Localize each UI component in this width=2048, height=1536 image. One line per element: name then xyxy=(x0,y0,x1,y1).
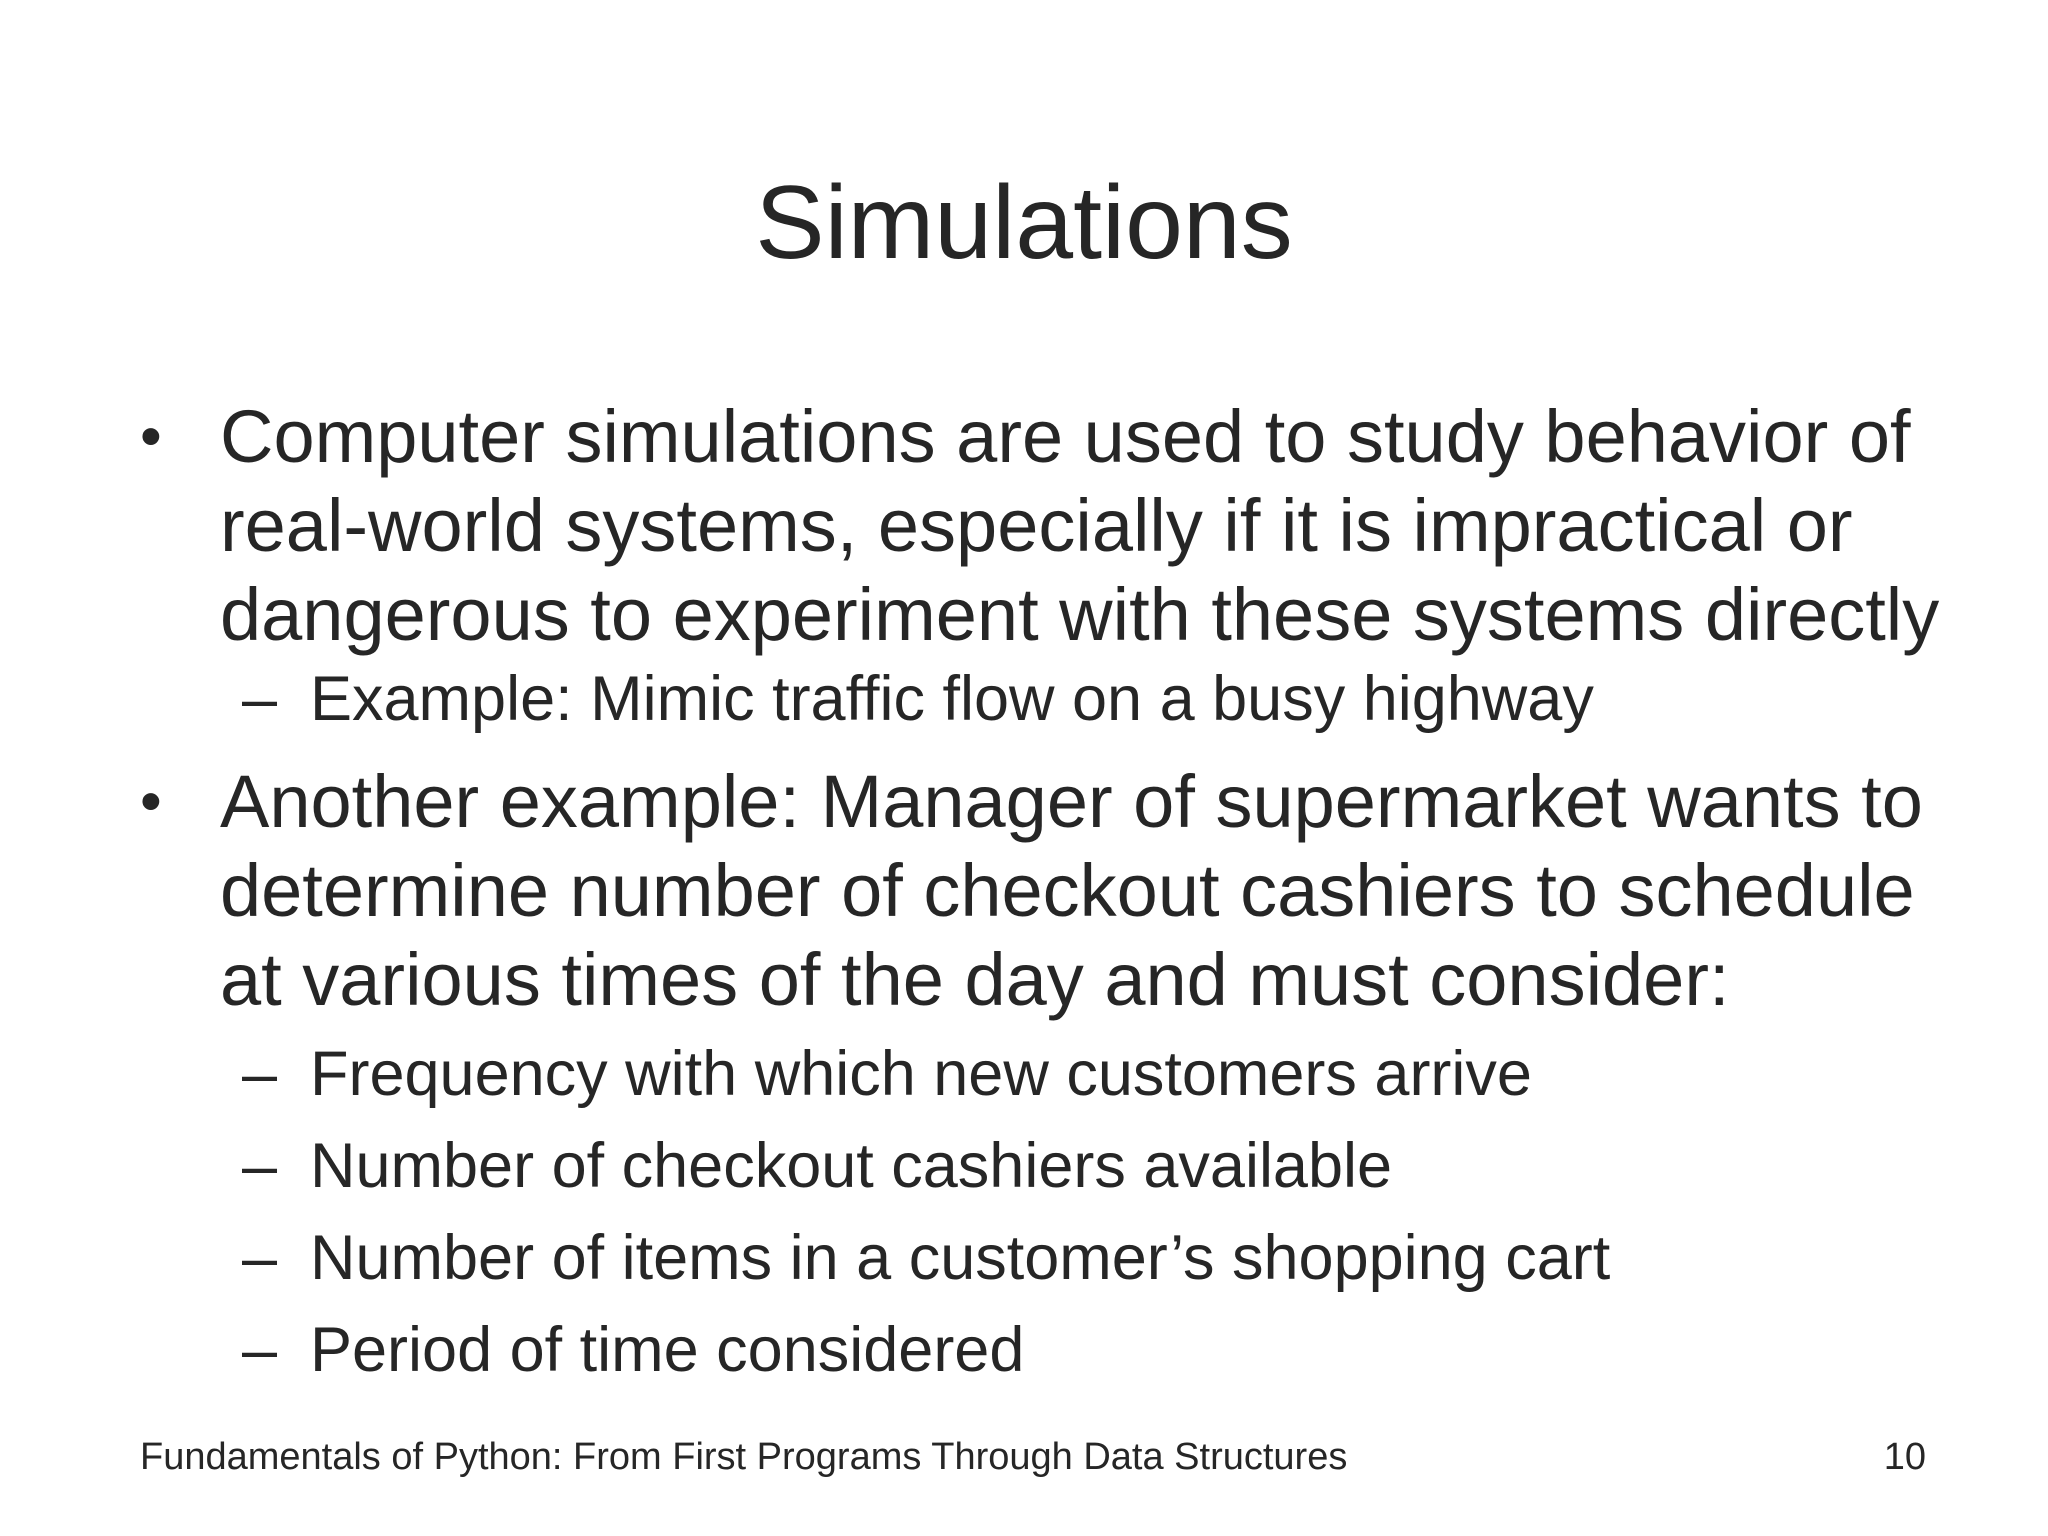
bullet-line: Another example: Manager of supermarket wants to xyxy=(220,760,1923,843)
sub-bullet-item xyxy=(140,1220,2000,1296)
sub-bullet-text: Frequency with which new customers arrive xyxy=(310,1039,1532,1109)
bullet-line: at various times of the day and must consider: xyxy=(220,938,1730,1021)
dash-marker: – xyxy=(242,1223,278,1293)
sub-bullet-item xyxy=(140,1128,2000,1204)
bullet-item xyxy=(140,392,2000,659)
dash-marker: – xyxy=(242,1039,278,1109)
sub-bullet-item xyxy=(140,1312,2000,1388)
sub-bullet-item xyxy=(140,1036,2000,1112)
page-number: 10 xyxy=(1883,1436,1926,1478)
dash-marker: – xyxy=(242,664,278,734)
bullet-line: dangerous to experiment with these systems directly xyxy=(220,573,1940,656)
sub-bullet-text: Example: Mimic traffic flow on a busy highway xyxy=(310,664,1594,734)
sub-bullet-text: Number of items in a customer’s shopping cart xyxy=(310,1223,1611,1293)
bullet-line: real-world systems, especially if it is impractical or xyxy=(220,484,1853,567)
sub-bullet-item xyxy=(140,661,2000,737)
bullet-item xyxy=(140,757,2000,1024)
slide-content xyxy=(140,392,2000,1388)
sub-bullet-text: Number of checkout cashiers available xyxy=(310,1131,1393,1201)
bullet-marker: • xyxy=(140,402,162,471)
bullet-line: Computer simulations are used to study behavior of xyxy=(220,395,1911,478)
dash-marker: – xyxy=(242,1131,278,1201)
bullet-line: determine number of checkout cashiers to schedule xyxy=(220,849,1915,932)
sub-bullet-text: Period of time considered xyxy=(310,1315,1025,1385)
footer-book-title: Fundamentals of Python: From First Programs Through Data Structures xyxy=(140,1436,1348,1478)
slide-title: Simulations xyxy=(755,165,1293,281)
dash-marker: – xyxy=(242,1315,278,1385)
bullet-marker: • xyxy=(140,767,162,836)
